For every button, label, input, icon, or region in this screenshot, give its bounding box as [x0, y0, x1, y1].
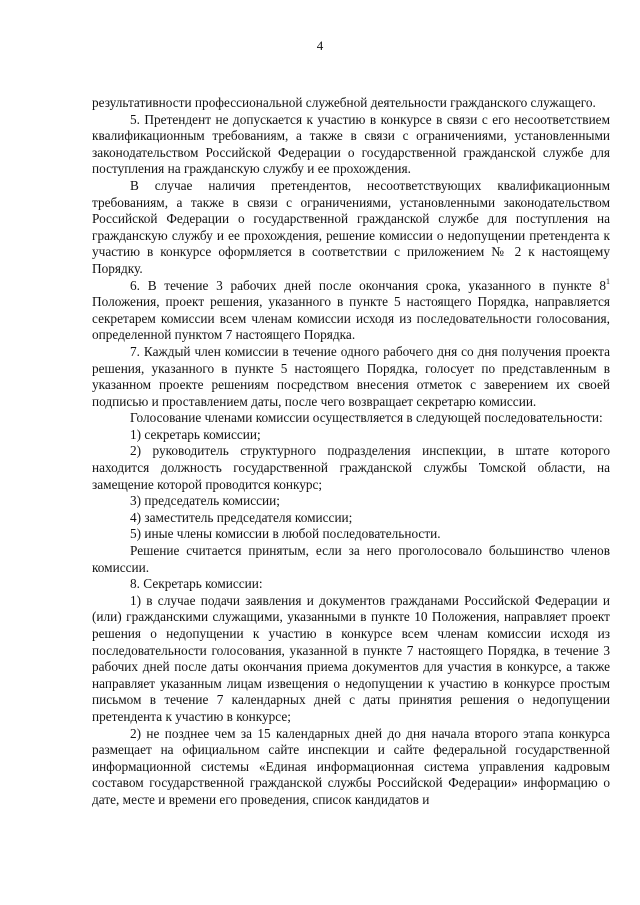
paragraph-5: 7. Каждый член комиссии в течение одного рабочего дня со дня получения проекта решения, указанного в пункте 5 настоящего Порядка, голосует по представленным в указанном проекте решениям посредством внесения отметок с заверением их своей подписью и проставлением даты, после чего возвращает секретарю комиссии. [92, 343, 610, 409]
paragraph-6: Голосование членами комиссии осуществляется в следующей последовательности: [130, 410, 603, 426]
superscript-footnote: 1 [606, 276, 610, 286]
paragraph-10: 2) не позднее чем за 15 календарных дней до дня начала второго этапа конкурса размещает на официальном сайте инспекции и сайте федеральной государственной информационной системы «Единая информационная система управления кадровым составом государственной гражданской службы Российской Федерации» информацию о дате, месте и времени его проведения, список кандидатов и [92, 725, 610, 807]
paragraph-4-end: Положения, проект решения, указанного в пункте 5 настоящего Порядка, направляется секретарем комиссии всем членам комиссии исходя из последовательности голосования, определенной пунктом 7 настоящего Порядка. [92, 294, 610, 343]
paragraph-9: 1) в случае подачи заявления и документов гражданами Российской Федерации и (или) гражданскими служащими, указанными в пункте 10 Положения, направляет проект решения о недопущении к участию в конкурсе всем членам комиссии исходя из последовательности голосования, указанной в пункте 7 настоящего Порядка, в течение 3 рабочих дней после даты окончания приема документов для участия в конкурсе, а также направляет указанным лицам извещения о недопущении к участию в конкурсе простым письмом в течение 7 календарных дней с даты принятия решения о недопущении претендента к участию в конкурсе; [92, 592, 610, 724]
list-item-4: 4) заместитель председателя комиссии; [130, 509, 353, 525]
paragraph-2: 5. Претендент не допускается к участию в конкурсе в связи с его несоответствием квалификационным требованиям, а также в связи с ограничениями, установленными законодательством Российской Федерации о государственной гражданской службе для поступления на гражданскую службу и ее прохождения. [92, 111, 610, 177]
list-item-3: 3) председатель комиссии; [130, 493, 280, 509]
list-item-1: 1) секретарь комиссии; [130, 426, 261, 442]
list-item-2: 2) руководитель структурного подразделения инспекции, в штате которого находится должность государственной гражданской службы Томской области, на замещение которой проводится конкурс; [92, 443, 610, 492]
paragraph-1: результативности профессиональной служебной деятельности гражданского служащего. [92, 95, 596, 110]
paragraph-8: 8. Секретарь комиссии: [130, 576, 263, 592]
paragraph-3: В случае наличия претендентов, несоответствующих квалификационным требованиям, а также в связи с ограничениями, установленными законодательством Российской Федерации о государственной гражданской службе для поступления на гражданскую службу и ее прохождения, решение комиссии о недопущении претендента к участию в конкурсе оформляется в соответствии с приложением № 2 к настоящему Порядку. [92, 177, 610, 276]
paragraph-4-start: 6. В течение 3 рабочих дней после окончания срока, указанного в пункте 8 [130, 277, 606, 293]
document-body [92, 95, 610, 809]
page-number: 4 [316, 38, 324, 53]
list-item-5: 5) иные члены комиссии в любой последовательности. [130, 526, 441, 542]
paragraph-4 [92, 278, 610, 344]
paragraph-7: Решение считается принятым, если за него проголосовало большинство членов комиссии. [92, 543, 610, 575]
